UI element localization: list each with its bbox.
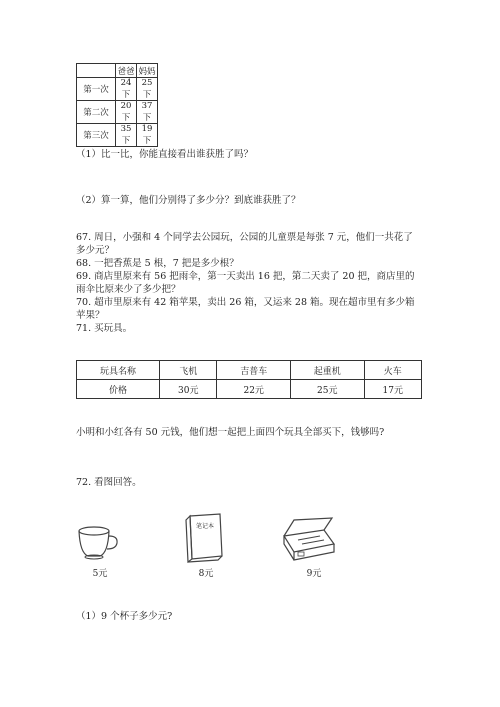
table-cell: 35下	[116, 124, 137, 147]
question-72: 72. 看图回答。	[76, 477, 142, 488]
cup-price: 5元	[92, 569, 108, 579]
toy-price-table	[76, 360, 422, 399]
table-cell: 价格	[77, 380, 160, 399]
table-cell: 22元	[217, 380, 291, 399]
table-row	[77, 380, 422, 399]
table-cell: 37下	[137, 101, 158, 124]
table-cell: 吉普车	[217, 361, 291, 380]
question-67-line2: 多少元？	[76, 245, 115, 256]
table-cell: 飞机	[160, 361, 217, 380]
table-cell: 25下	[137, 78, 158, 101]
table-cell: 19下	[137, 124, 158, 147]
question-71-text: 小明和小红各有 50 元钱，他们想一起把上面四个玩具全部买下，钱够吗?	[76, 427, 385, 438]
notebook-price: 8元	[198, 569, 214, 579]
question-67-line1: 67. 周日，小强和 4 个同学去公园玩，公园的儿童票是每张 7 元，他们一共花了	[76, 232, 413, 243]
table-cell: 30元	[160, 380, 217, 399]
table-cell	[77, 64, 116, 78]
question-68: 68. 一把香蕉是 5 根，7 把是多少根？	[76, 258, 239, 269]
question-70-line2: 苹果？	[76, 310, 105, 321]
table-row	[77, 64, 158, 78]
table-cell: 火车	[364, 361, 421, 380]
cup-icon	[76, 525, 122, 561]
question-1: （1）比一比，你能直接看出谁获胜了吗？	[76, 149, 254, 160]
table-cell: 起重机	[290, 361, 364, 380]
table-row	[77, 78, 158, 101]
table-cell: 20下	[116, 101, 137, 124]
pencil-box-price: 9元	[306, 569, 322, 579]
score-table	[76, 63, 158, 147]
table-cell: 第三次	[77, 124, 116, 147]
table-cell: 24下	[116, 78, 137, 101]
table-cell: 17元	[364, 380, 421, 399]
table-cell: 第一次	[77, 78, 116, 101]
question-2: （2）算一算，他们分别得了多少分？到底谁获胜了？	[76, 195, 301, 206]
question-69-line1: 69. 商店里原来有 56 把雨伞，第一天卖出 16 把，第二天卖了 20 把，商店里的	[76, 271, 415, 282]
table-row	[77, 101, 158, 124]
notebook-label: 笔记本	[195, 523, 215, 530]
notebook-icon	[182, 512, 226, 564]
table-row	[77, 124, 158, 147]
pencil-box-icon	[280, 516, 338, 562]
table-row	[77, 361, 422, 380]
question-69-line2: 雨伞比原来少了多少把？	[76, 284, 181, 295]
question-71: 71. 买玩具。	[76, 323, 133, 334]
table-cell: 第二次	[77, 101, 116, 124]
question-72-1: （1）9 个杯子多少元?	[76, 611, 173, 622]
table-cell: 25元	[290, 380, 364, 399]
question-70-line1: 70. 超市里原来有 42 箱苹果，卖出 26 箱，又运来 28 箱。现在超市里有多少箱	[76, 297, 415, 308]
table-cell: 玩具名称	[77, 361, 160, 380]
table-cell: 妈妈	[137, 64, 158, 78]
table-cell: 爸爸	[116, 64, 137, 78]
